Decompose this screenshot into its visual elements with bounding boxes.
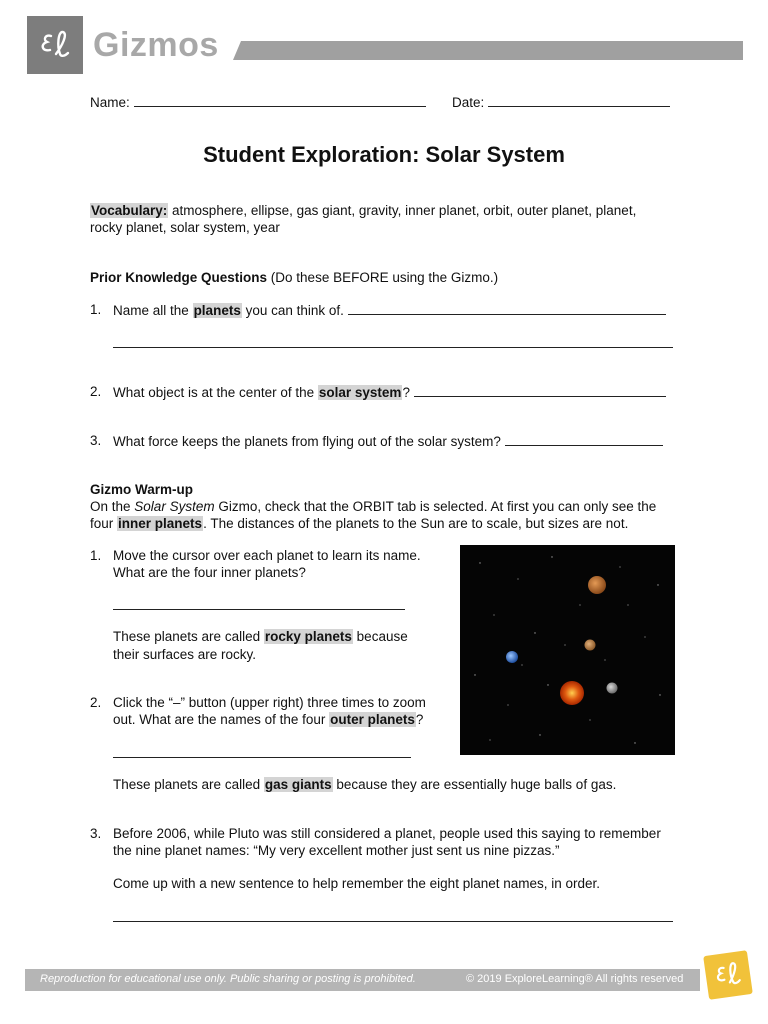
answer-blank[interactable] bbox=[113, 744, 411, 758]
date-label: Date: bbox=[452, 95, 485, 110]
paragraph-text: These planets are called bbox=[113, 629, 261, 644]
warmup-item-3-number: 3. bbox=[90, 826, 102, 841]
answer-blank[interactable] bbox=[113, 908, 673, 922]
warmup-paragraph-2 bbox=[90, 515, 628, 532]
question-text: Name all the bbox=[113, 303, 189, 318]
paragraph-text: because they are essentially huge balls of gas. bbox=[336, 777, 617, 792]
sun bbox=[560, 681, 584, 705]
solar-system-image bbox=[460, 545, 675, 755]
question-text: you can think of. bbox=[245, 303, 344, 318]
date-field[interactable] bbox=[488, 93, 670, 107]
vocabulary-terms-1: atmosphere, ellipse, gas giant, gravity, inner planet, orbit, outer planet, planet, bbox=[172, 203, 637, 218]
question-text: What object is at the center of the bbox=[113, 385, 315, 400]
question-1-text bbox=[113, 301, 666, 319]
date-line bbox=[452, 93, 670, 111]
brand-title: Gizmos bbox=[93, 26, 219, 64]
warmup-item-3-line-3: Come up with a new sentence to help remember the eight planet names, in order. bbox=[113, 876, 601, 891]
header-bar bbox=[233, 41, 743, 60]
earth-planet bbox=[506, 651, 518, 663]
vocabulary-label: Vocabulary: bbox=[91, 203, 168, 218]
vocabulary-line-1 bbox=[90, 202, 636, 219]
warmup-item-1-line-1: Move the cursor over each planet to learn its name. bbox=[113, 548, 421, 563]
page-title: Student Exploration: Solar System bbox=[203, 142, 565, 167]
highlight-term: planets bbox=[193, 303, 241, 318]
warmup-item-3-line-1: Before 2006, while Pluto was still considered a planet, people used this saying to remember bbox=[113, 826, 661, 841]
vocabulary-terms-2: rocky planet, solar system, year bbox=[90, 220, 280, 235]
highlight-term: rocky planets bbox=[264, 629, 352, 644]
question-2-text bbox=[113, 383, 666, 401]
highlight-term: solar system bbox=[318, 385, 402, 400]
paragraph-text: . The distances of the planets to the Sun are to scale, but sizes are not. bbox=[203, 516, 629, 531]
stars bbox=[474, 556, 660, 743]
highlight-term: inner planets bbox=[118, 516, 203, 531]
question-3-text bbox=[113, 432, 663, 450]
name-field[interactable] bbox=[134, 93, 426, 107]
warmup-item-3-line-2: the nine planet names: “My very excellent mother just sent us nine pizzas.” bbox=[113, 843, 560, 858]
prior-knowledge-note: (Do these BEFORE using the Gizmo.) bbox=[270, 270, 499, 285]
question-3 bbox=[90, 432, 501, 449]
name-label: Name: bbox=[90, 95, 130, 110]
explorelearning-footer-logo bbox=[703, 950, 753, 1000]
highlight-term: outer planets bbox=[330, 712, 415, 727]
paragraph-text: On the bbox=[90, 499, 131, 514]
warmup-item-1-number: 1. bbox=[90, 548, 102, 563]
question-number: 3. bbox=[90, 433, 102, 448]
name-line bbox=[90, 93, 426, 111]
question-number: 1. bbox=[90, 302, 102, 317]
warmup-item-1-line-2: What are the four inner planets? bbox=[113, 565, 306, 580]
warmup-item-2-note bbox=[113, 776, 616, 793]
answer-blank[interactable] bbox=[113, 334, 673, 348]
warmup-item-1-note bbox=[113, 628, 408, 645]
explorelearning-logo bbox=[27, 16, 83, 74]
question-1 bbox=[90, 301, 344, 318]
paragraph-text: four bbox=[90, 516, 114, 531]
mercury-planet bbox=[607, 683, 618, 694]
answer-blank[interactable] bbox=[505, 432, 663, 446]
warmup-paragraph-1 bbox=[90, 498, 656, 515]
warmup-item-2-line-1: Click the “–” button (upper right) three times to zoom bbox=[113, 695, 426, 710]
warmup-item-1-note-2: their surfaces are rocky. bbox=[113, 647, 257, 662]
prior-knowledge-heading: Prior Knowledge Questions bbox=[90, 270, 268, 285]
paragraph-text: These planets are called bbox=[113, 777, 261, 792]
warmup-heading: Gizmo Warm-up bbox=[90, 482, 193, 497]
venus-planet bbox=[585, 640, 596, 651]
prior-knowledge-heading-line bbox=[90, 269, 498, 286]
highlight-term: gas giants bbox=[264, 777, 332, 792]
warmup-item-2-line-2 bbox=[113, 711, 423, 728]
answer-blank[interactable] bbox=[348, 301, 666, 315]
warmup-item-2-number: 2. bbox=[90, 695, 102, 710]
gizmo-name: Solar System bbox=[134, 499, 215, 514]
footer-copyright: © 2019 ExploreLearning® All rights reserved bbox=[466, 973, 684, 985]
mars-planet bbox=[588, 576, 606, 594]
paragraph-text: out. What are the names of the four bbox=[113, 712, 326, 727]
question-number: 2. bbox=[90, 384, 102, 399]
question-2 bbox=[90, 383, 410, 400]
answer-blank[interactable] bbox=[113, 596, 405, 610]
answer-blank[interactable] bbox=[414, 383, 666, 397]
question-text: What force keeps the planets from flying out of the solar system? bbox=[113, 434, 501, 449]
paragraph-text: because bbox=[356, 629, 408, 644]
paragraph-text: Gizmo, check that the ORBIT tab is selected. At first you can only see the bbox=[218, 499, 657, 514]
question-text: ? bbox=[402, 385, 410, 400]
footer-copyright-notice: Reproduction for educational use only. Public sharing or posting is prohibited. bbox=[40, 973, 416, 985]
paragraph-text: ? bbox=[415, 712, 424, 727]
